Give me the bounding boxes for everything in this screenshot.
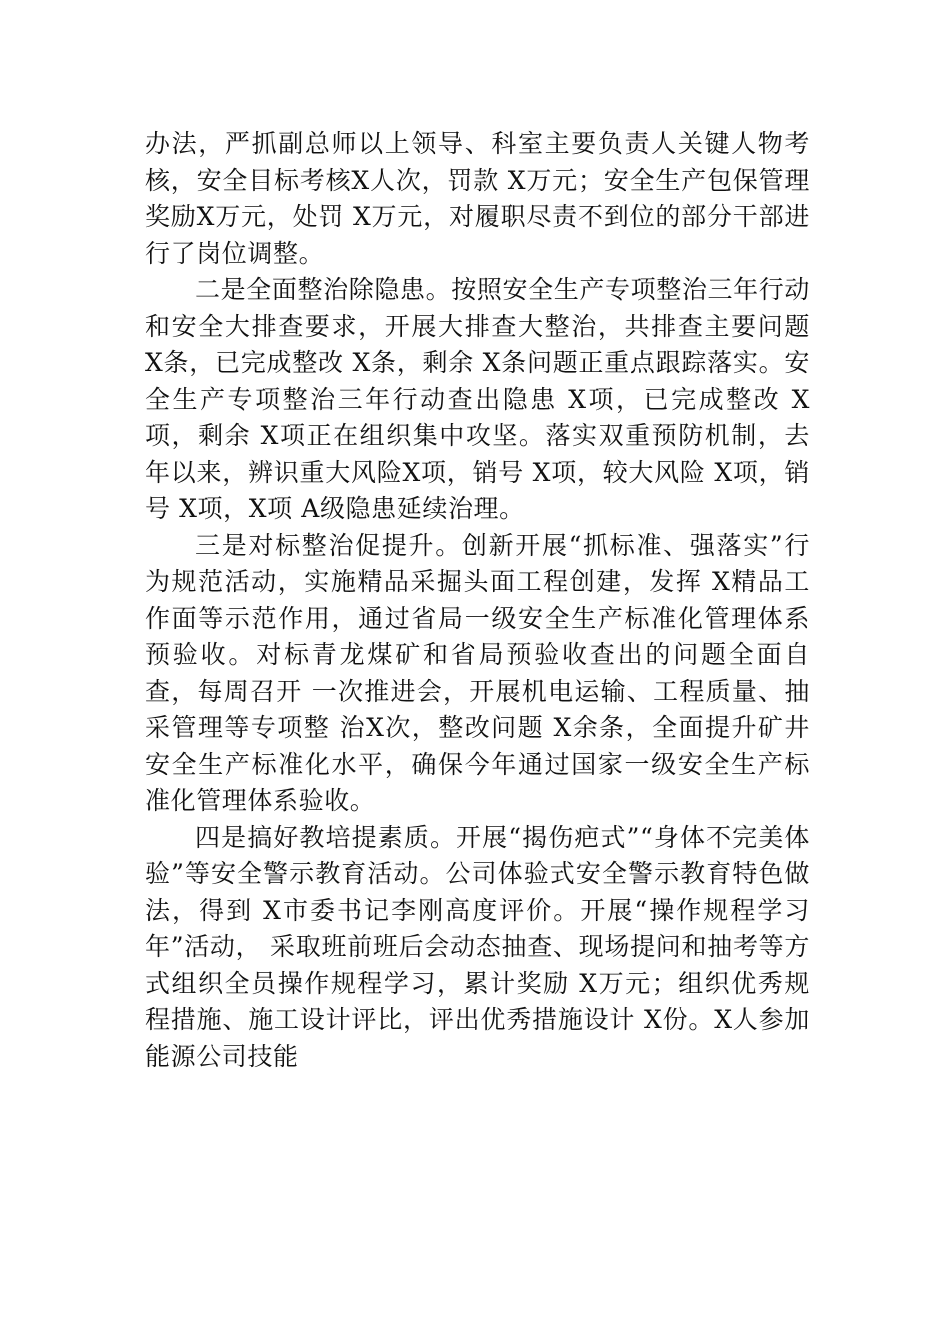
paragraph-standardization: 三是对标整治促提升。创新开展“抓标准、强落实”行为规范活动，实施精品采掘头面工程创建，发挥 X精品工作面等示范作用，通过省局一级安全生产标准化管理体系预验收。对标青龙煤矿和省局预验收查出的问题全面自查，每周召开 一次推进会，开展机电运输、工程质量、抽采管理等专项整 治X次，整改问题 X余条，全面提升矿井安全生产标准化水平，确保今年通过国家一级安全生产标准化管理体系验收。 xyxy=(145,530,810,815)
paragraph-training: 四是搞好教培提素质。开展“揭伤疤式”“身体不完美体验”等安全警示教育活动。公司体验式安全警示教育特色做法，得到 X市委书记李刚高度评价。开展“操作规程学习年”活动， 采取班前班后会动态抽查、现场提问和抽考等方式组织全员操作规程学习，累计奖励 X万元；组织优秀规程措施、施工设计评比，评出优秀措施设计 X份。X人参加能源公司技能 xyxy=(145,822,810,1071)
paragraph-continuation: 办法，严抓副总师以上领导、科室主要负责人关键人物考核，安全目标考核X人次，罚款 X万元；安全生产包保管理奖励X万元，处罚 X万元，对履职尽责不到位的部分干部进行了岗位调整。 xyxy=(145,129,810,268)
paragraph-hazard-rectification: 二是全面整治除隐患。按照安全生产专项整治三年行动和安全大排查要求，开展大排查大整治，共排查主要问题 X条，已完成整改 X条，剩余 X条问题正重点跟踪落实。安全生产专项整治三年行动查出隐患 X项，已完成整改 X项，剩余 X项正在组织集中攻坚。落实双重预防机制，去年以来，辨识重大风险X项，销号 X项，较大风险 X项，销号 X项，X项 A级隐患延续治理。 xyxy=(145,275,810,523)
document-body xyxy=(145,126,810,1075)
